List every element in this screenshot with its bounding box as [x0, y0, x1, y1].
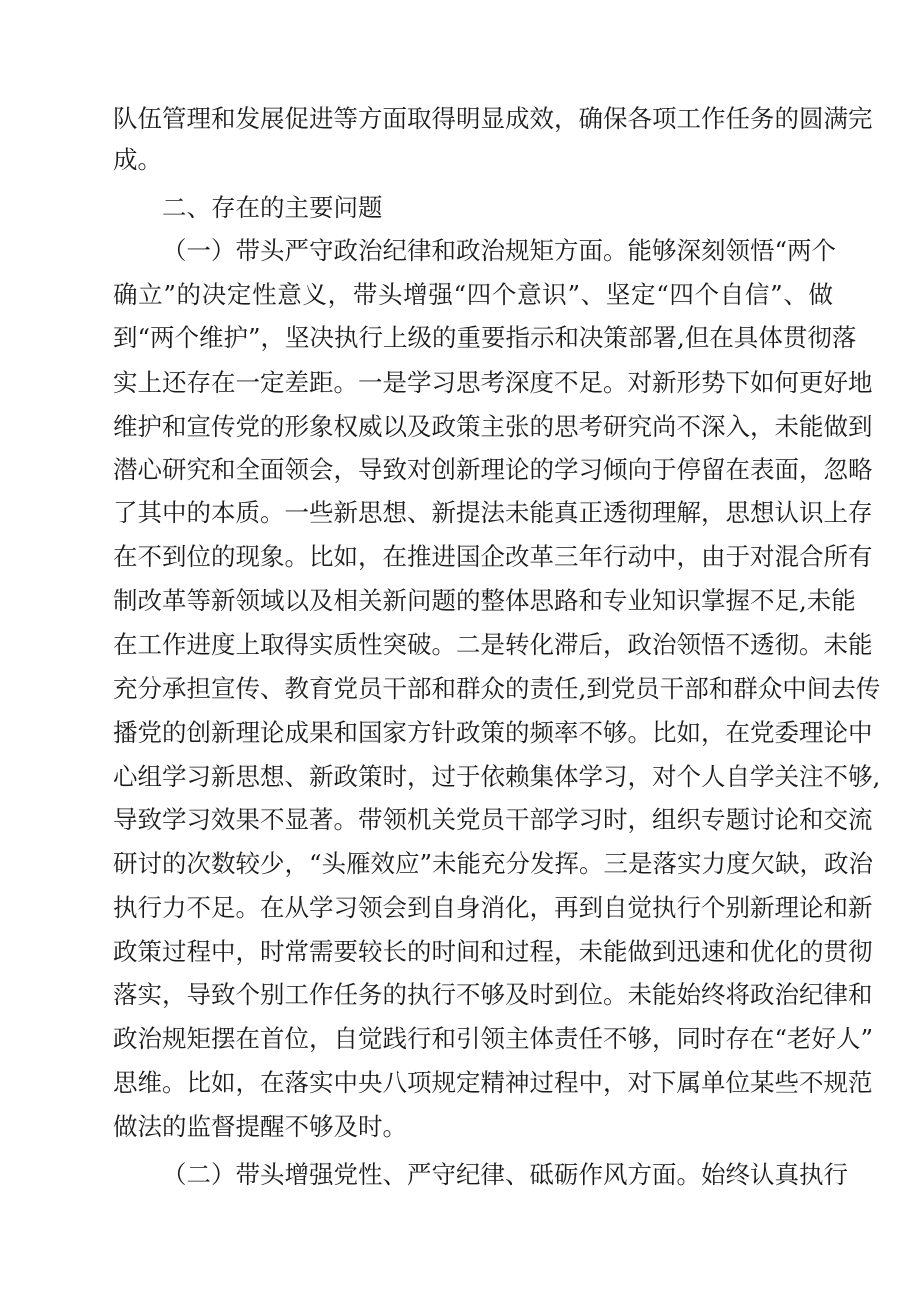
text-line-19: 执行力不足。在从学习领会到自身消化，再到自觉执行个别新理论和新	[113, 893, 873, 922]
text-line-24: 做法的监督提醒不够及时。	[113, 1112, 407, 1141]
text-line-20: 政策过程中，时常需要较长的时间和过程，未能做到迅速和优化的贯彻	[113, 937, 873, 966]
text-line-11: 在不到位的现象。比如，在推进国企改革三年行动中，由于对混合所有	[113, 542, 873, 571]
subsection-heading-1: （一）带头严守政治纪律和政治规矩方面。能够深刻领悟“两个	[162, 236, 837, 265]
text-line-6: 到“两个维护”，坚决执行上级的重要指示和决策部署,但在具体贯彻落	[113, 323, 857, 352]
text-line-12: 制改革等新领域以及相关新问题的整体思路和专业知识掌握不足,未能	[113, 586, 856, 615]
text-line-23: 思维。比如，在落实中央八项规定精神过程中，对下属单位某些不规范	[113, 1068, 873, 1097]
text-line-1: 队伍管理和发展促进等方面取得明显成效，确保各项工作任务的圆满完	[113, 104, 873, 133]
text-line-14: 充分承担宣传、教育党员干部和群众的责任,到党员干部和群众中间去传	[113, 674, 881, 703]
text-line-10: 了其中的本质。一些新思想、新提法未能真正透彻理解，思想认识上存	[113, 498, 873, 527]
text-line-13: 在工作进度上取得实质性突破。二是转化滞后，政治领悟不透彻。未能	[113, 630, 873, 659]
text-line-9: 潜心研究和全面领会，导致对创新理论的学习倾向于停留在表面，忽略	[113, 455, 873, 484]
text-line-2: 成。	[113, 145, 162, 174]
text-line-8: 维护和宣传党的形象权威以及政策主张的思考研究尚不深入，未能做到	[113, 412, 873, 441]
text-line-7: 实上还存在一定差距。一是学习思考深度不足。对新形势下如何更好地	[113, 368, 873, 397]
text-line-22: 政治规矩摆在首位，自觉践行和引领主体责任不够，同时存在“老好人”	[113, 1024, 874, 1053]
text-line-15: 播党的创新理论成果和国家方针政策的频率不够。比如，在党委理论中	[113, 718, 873, 747]
section-heading: 二、存在的主要问题	[162, 193, 383, 222]
text-line-17: 导致学习效果不显著。带领机关党员干部学习时，组织专题讨论和交流	[113, 805, 873, 834]
text-line-5: 确立”的决定性意义，带头增强“四个意识”、坚定“四个自信”、做	[113, 280, 833, 309]
text-line-18: 研讨的次数较少，“头雁效应”未能充分发挥。三是落实力度欠缺，政治	[113, 849, 874, 878]
text-line-16: 心组学习新思想、新政策时，过于依赖集体学习，对个人自学关注不够,	[113, 762, 881, 791]
subsection-heading-2: （二）带头增强党性、严守纪律、砥砺作风方面。始终认真执行	[162, 1160, 848, 1189]
text-line-21: 落实，导致个别工作任务的执行不够及时到位。未能始终将政治纪律和	[113, 980, 873, 1009]
